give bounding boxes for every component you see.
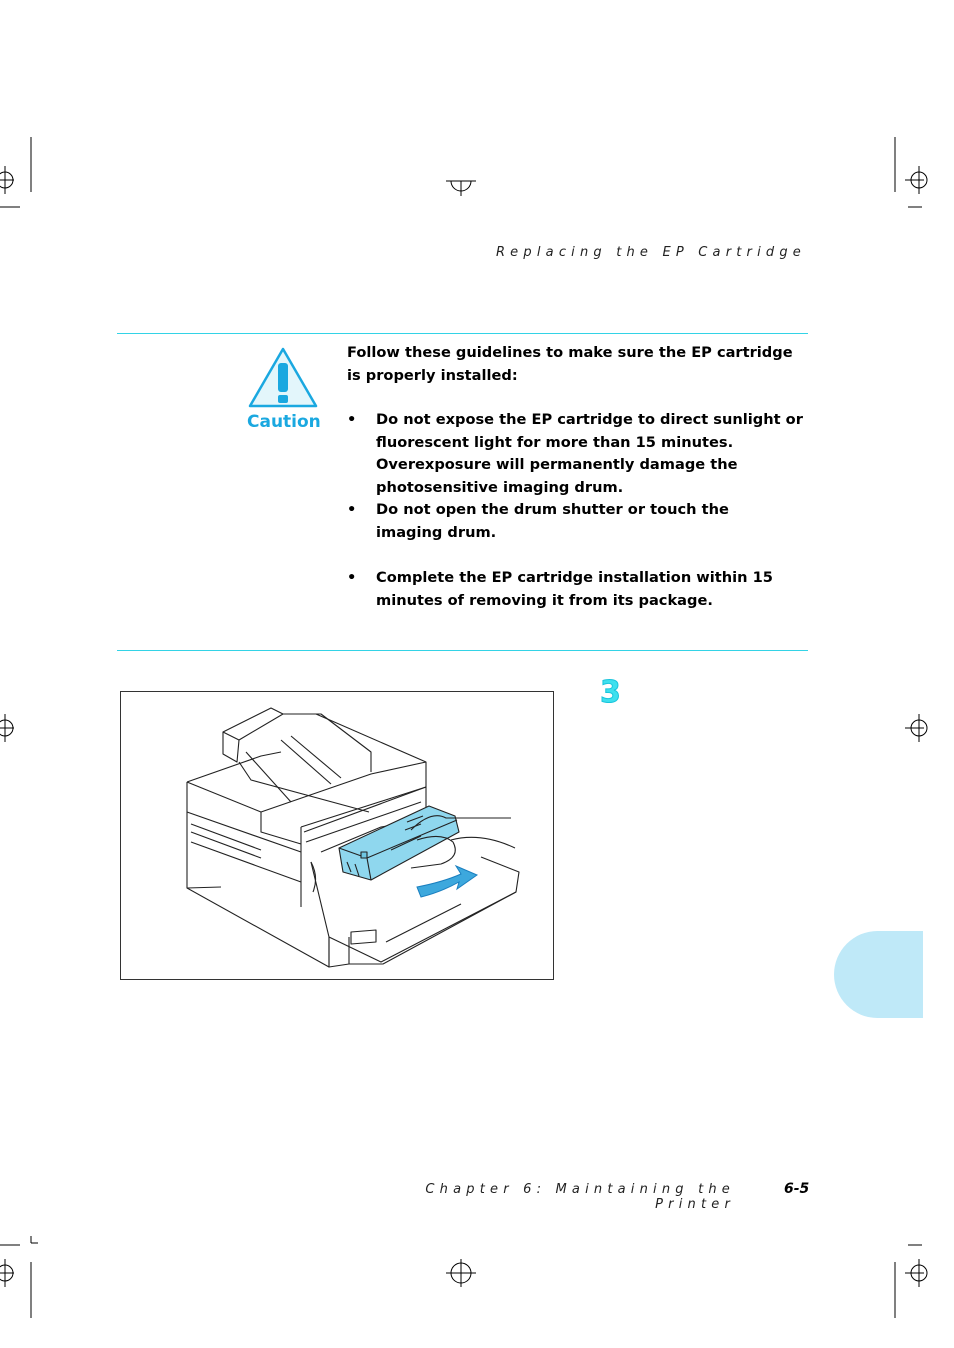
bullet-dot: •: [347, 569, 357, 586]
caution-label: Caution: [247, 412, 321, 432]
caution-bullet-3: • Complete the EP cartridge installation within 15 minutes of removing it from its package.: [347, 569, 773, 609]
caution-bullet-1: • Do not expose the EP cartridge to direct sunlight or fluorescent light for more than 15 minutes. Overexposure will permanently damage the photosensitive imaging drum.: [347, 411, 803, 496]
bullet-dot: •: [347, 501, 357, 518]
caution-intro: Follow these guidelines to make sure the EP cartridge is properly installed:: [347, 344, 793, 384]
chapter-thumb-tab: [834, 931, 923, 1018]
cartridge-insertion-figure: [120, 691, 554, 980]
running-header: Replacing the EP Cartridge: [495, 245, 806, 260]
caution-bottom-rule: [117, 650, 808, 651]
caution-triangle-icon: [247, 346, 319, 410]
caution-guidelines: [347, 342, 811, 612]
caution-top-rule: [117, 333, 808, 334]
step-number: 3: [600, 675, 621, 710]
printer-illustration: [121, 692, 553, 979]
page-number: 6-5: [784, 1181, 810, 1197]
caution-bullet-2: • Do not open the drum shutter or touch the imaging drum.: [347, 501, 729, 541]
footer-chapter-title: Chapter 6: Maintaining the Printer: [425, 1182, 735, 1212]
bullet-dot: •: [347, 411, 357, 428]
